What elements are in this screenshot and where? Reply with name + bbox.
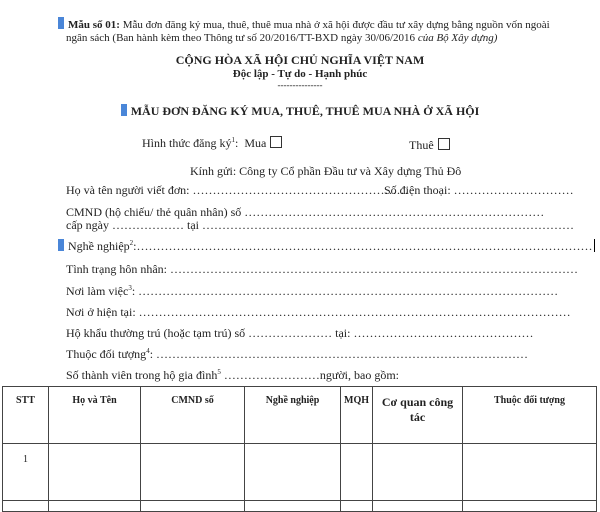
note-text-2: ngân sách (Ban hành kèm theo Thông tư số 20/2016/TT-BXD ngày 30/06/2016 [66,32,418,44]
buy-checkbox[interactable] [270,136,282,148]
workplace-dots: : …………………………………………………………………………………………… [131,284,559,298]
job-dots: :…………………………………………………………………………………………………… [133,239,593,253]
option-rent [409,138,450,153]
col-stt: STT [3,387,49,444]
id-number-field[interactable]: CMND (hộ chiếu/ thẻ quân nhân) số ………………………………………………………………… [66,205,545,219]
col-relationship: MQH [341,387,373,444]
note-label: Mẫu số 01: [68,19,120,31]
motto: Độc lập - Tự do - Hạnh phúc [232,68,368,80]
form-title-text: MẪU ĐƠN ĐĂNG KÝ MUA, THUÊ, THUÊ MUA NHÀ Ở XÃ HỘI [130,104,480,118]
nation-heading: CỘNG HÒA XÃ HỘI CHỦ NGHĨA VIỆT NAM [175,53,425,67]
table-cell-stt[interactable]: 1 [3,444,49,501]
category-field[interactable] [66,347,528,362]
bookmark-icon [58,239,64,251]
members-dots: ……………………người, bao gồm: [220,368,400,382]
phone-field[interactable]: Số điện thoại: ………………………… [384,183,574,197]
table-cell[interactable] [373,501,463,512]
text-cursor [594,239,595,252]
form-note [58,17,550,31]
footnote-3: 3 [128,284,132,292]
table-cell[interactable] [3,501,49,512]
registration-type: Hình thức đăng $ký^1$: Mua [142,136,282,151]
note-text-1: Mẫu đơn đăng ký mua, thuê, thuê mua nhà ở xã hội được đầu tư xây dựng bằng nguồn vốn ngoài [119,19,550,31]
residence-field[interactable]: Nơi ở hiện tại: ……………………………………………………………………………………………… [66,305,571,319]
rent-checkbox[interactable] [438,138,450,150]
marital-status-field[interactable]: Tình trạng hôn nhân: ………………………………………………………………………………………… [66,262,578,276]
table-cell[interactable] [141,501,245,512]
col-id-number: CMND số [141,387,245,444]
option-rent-label: Thuê [409,138,434,152]
form-title [0,104,600,119]
table-cell[interactable] [341,501,373,512]
job-label: Nghề nghiệp [68,239,130,253]
category-dots: : ………………………………………………………………………………… [149,347,529,361]
bookmark-icon [121,104,127,116]
bookmark-icon [58,17,64,29]
table-header-row [3,387,597,444]
registration-type-label: Hình thức đăng ký [142,136,232,150]
col-category: Thuộc đối tượng [463,387,597,444]
workplace-field[interactable] [66,284,558,299]
issued-field[interactable]: cấp ngày ……………… tại ………………………………………………………………………………… [66,218,574,232]
household-registration-field[interactable]: Hộ khẩu thường trú (hoặc tạm trú) số ………………… tại: ……………………………………… [66,326,534,340]
header-rule: --------------- [277,80,323,90]
recipient: Kính gửi: Công ty Cổ phần Đầu tư và Xây dựng Thủ Đô [190,164,462,178]
form-note-line-2 [66,32,497,44]
table-cell[interactable] [463,501,597,512]
col-full-name: Họ và Tên [49,387,141,444]
household-members-field[interactable] [66,368,399,383]
option-buy-label: Mua [244,136,267,150]
table-cell[interactable] [49,501,141,512]
members-label: Số thành viên trong hộ gia đình [66,368,218,382]
footnote-2: 2 [129,239,134,247]
job-field[interactable] [58,239,595,254]
footnote-5: 5 [217,368,221,376]
footnote-1: 1 [231,136,235,144]
col-occupation: Nghề nghiệp [245,387,341,444]
table-cell[interactable] [245,501,341,512]
table-row [3,501,597,512]
household-members-table [2,386,597,512]
category-label: Thuộc đối tượng [66,347,147,361]
applicant-name-field[interactable]: Họ và tên người viết đơn: ……………………………………………… [66,183,409,197]
note-text-2-italic: của Bộ Xây dựng) [417,32,498,44]
col-workplace: Cơ quan công tác [373,387,463,444]
footnote-4: 4 [146,347,150,355]
workplace-label: Nơi làm việc [66,284,129,298]
